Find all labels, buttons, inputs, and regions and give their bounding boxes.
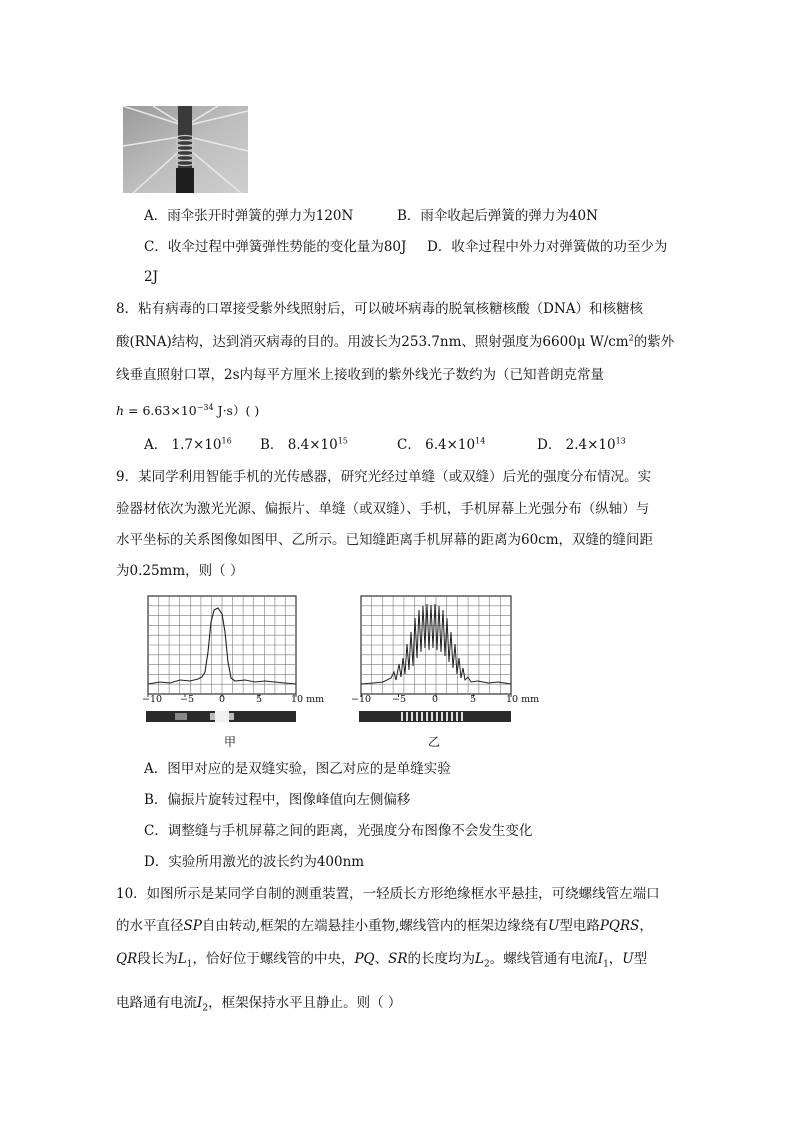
q7-option-b: B．雨伞收起后弹簧的弹力为40N xyxy=(397,208,598,224)
graph-jia xyxy=(140,592,320,727)
q8-option-d: D． $2.4\times 10^{13}$ xyxy=(537,436,626,453)
q9-stem-line4: 为0.25mm，则（ ） xyxy=(116,563,244,579)
graph-yi-tick-10: 10 mm xyxy=(506,694,540,705)
graph-jia-tick-neg5: −5 xyxy=(180,694,195,705)
q7-option-c: C．收伞过程中弹簧弹性势能的变化量为80J xyxy=(144,239,407,255)
q8-planck-constant: $h = 6.63\times 10^{-34}$ J·s）( ) xyxy=(116,402,260,418)
graph-yi xyxy=(353,592,543,727)
q8-stem-line3: 线垂直照射口罩，2s内每平方厘米上接收到的紫外线光子数约为（已知普朗克常量 xyxy=(116,367,605,383)
graph-jia-tick-5: 5 xyxy=(256,694,263,705)
graph-jia-caption: 甲 xyxy=(224,735,237,749)
q10-stem-line2: 的水平直径SP自由转动,框架的左端悬挂小重物,螺线管内的框架边缘绕有U型电路PQRS， xyxy=(116,918,653,934)
q8-option-c: C． $6.4\times 10^{14}$ xyxy=(397,436,486,453)
graph-jia-tick-0: 0 xyxy=(219,694,226,705)
graph-yi-tick-neg5: −5 xyxy=(392,694,407,705)
q7-option-d-cont: 2J xyxy=(144,269,159,285)
q8-option-b: B． $8.4\times 10^{15}$ xyxy=(260,436,348,453)
q9-option-d: D．实验所用激光的波长约为400nm xyxy=(144,854,365,870)
graph-yi-caption: 乙 xyxy=(428,735,441,749)
q9-stem-line1: 9．某同学利用智能手机的光传感器，研究光经过单缝（或双缝）后光的强度分布情况。实 xyxy=(116,469,652,485)
q8-option-a: A． $1.7\times 10^{16}$ xyxy=(144,436,232,453)
q9-option-c: C．调整缝与手机屏幕之间的距离，光强度分布图像不会发生变化 xyxy=(144,823,533,839)
q8-stem-line1: 8．粘有病毒的口罩接受紫外线照射后，可以破坏病毒的脱氧核糖核酸（DNA）和核糖核 xyxy=(116,301,643,317)
q7-option-d: D．收伞过程中外力对弹簧做的功至少为 xyxy=(427,239,668,255)
q9-option-a: A．图甲对应的是双缝实验，图乙对应的是单缝实验 xyxy=(144,761,451,777)
q10-stem-line1: 10．如图所示是某同学自制的测重装置，一轻质长方形绝缘框水平悬挂，可绕螺线管左端口 xyxy=(116,886,660,902)
graph-yi-tick-5: 5 xyxy=(470,694,477,705)
graph-yi-tick-0: 0 xyxy=(432,694,439,705)
graph-yi-tick-neg10: −10 xyxy=(351,694,372,705)
q8-stem-line2: 酸(RNA)结构，达到消灭病毒的目的。用波长为253.7nm、照射强度为6600μ $W/cm^2$的紫外 xyxy=(116,333,675,350)
q10-stem-line3: QR段长为$L_1$，恰好位于螺线管的中央，PQ、SR的长度均为$L_2$。螺线管通有电流$I_1$，U型 xyxy=(116,951,648,970)
q9-stem-line2: 验器材依次为激光光源、偏振片、单缝（或双缝）、手机，手机屏幕上光强分布（纵轴）与 xyxy=(116,501,650,517)
umbrella-spring-photo xyxy=(123,106,248,193)
q10-stem-line4: 电路通有电流$I_2$，框架保持水平且静止。则（ ） xyxy=(116,995,402,1014)
q7-option-a: A．雨伞张开时弹簧的弹力为120N xyxy=(144,208,354,224)
graph-jia-tick-neg10: −10 xyxy=(142,694,163,705)
q9-option-b: B．偏振片旋转过程中，图像峰值向左侧偏移 xyxy=(144,792,411,808)
graph-jia-tick-10: 10 mm xyxy=(291,694,325,705)
q9-stem-line3: 水平坐标的关系图像如图甲、乙所示。已知缝距离手机屏幕的距离为60cm，双缝的缝间距 xyxy=(116,532,654,548)
